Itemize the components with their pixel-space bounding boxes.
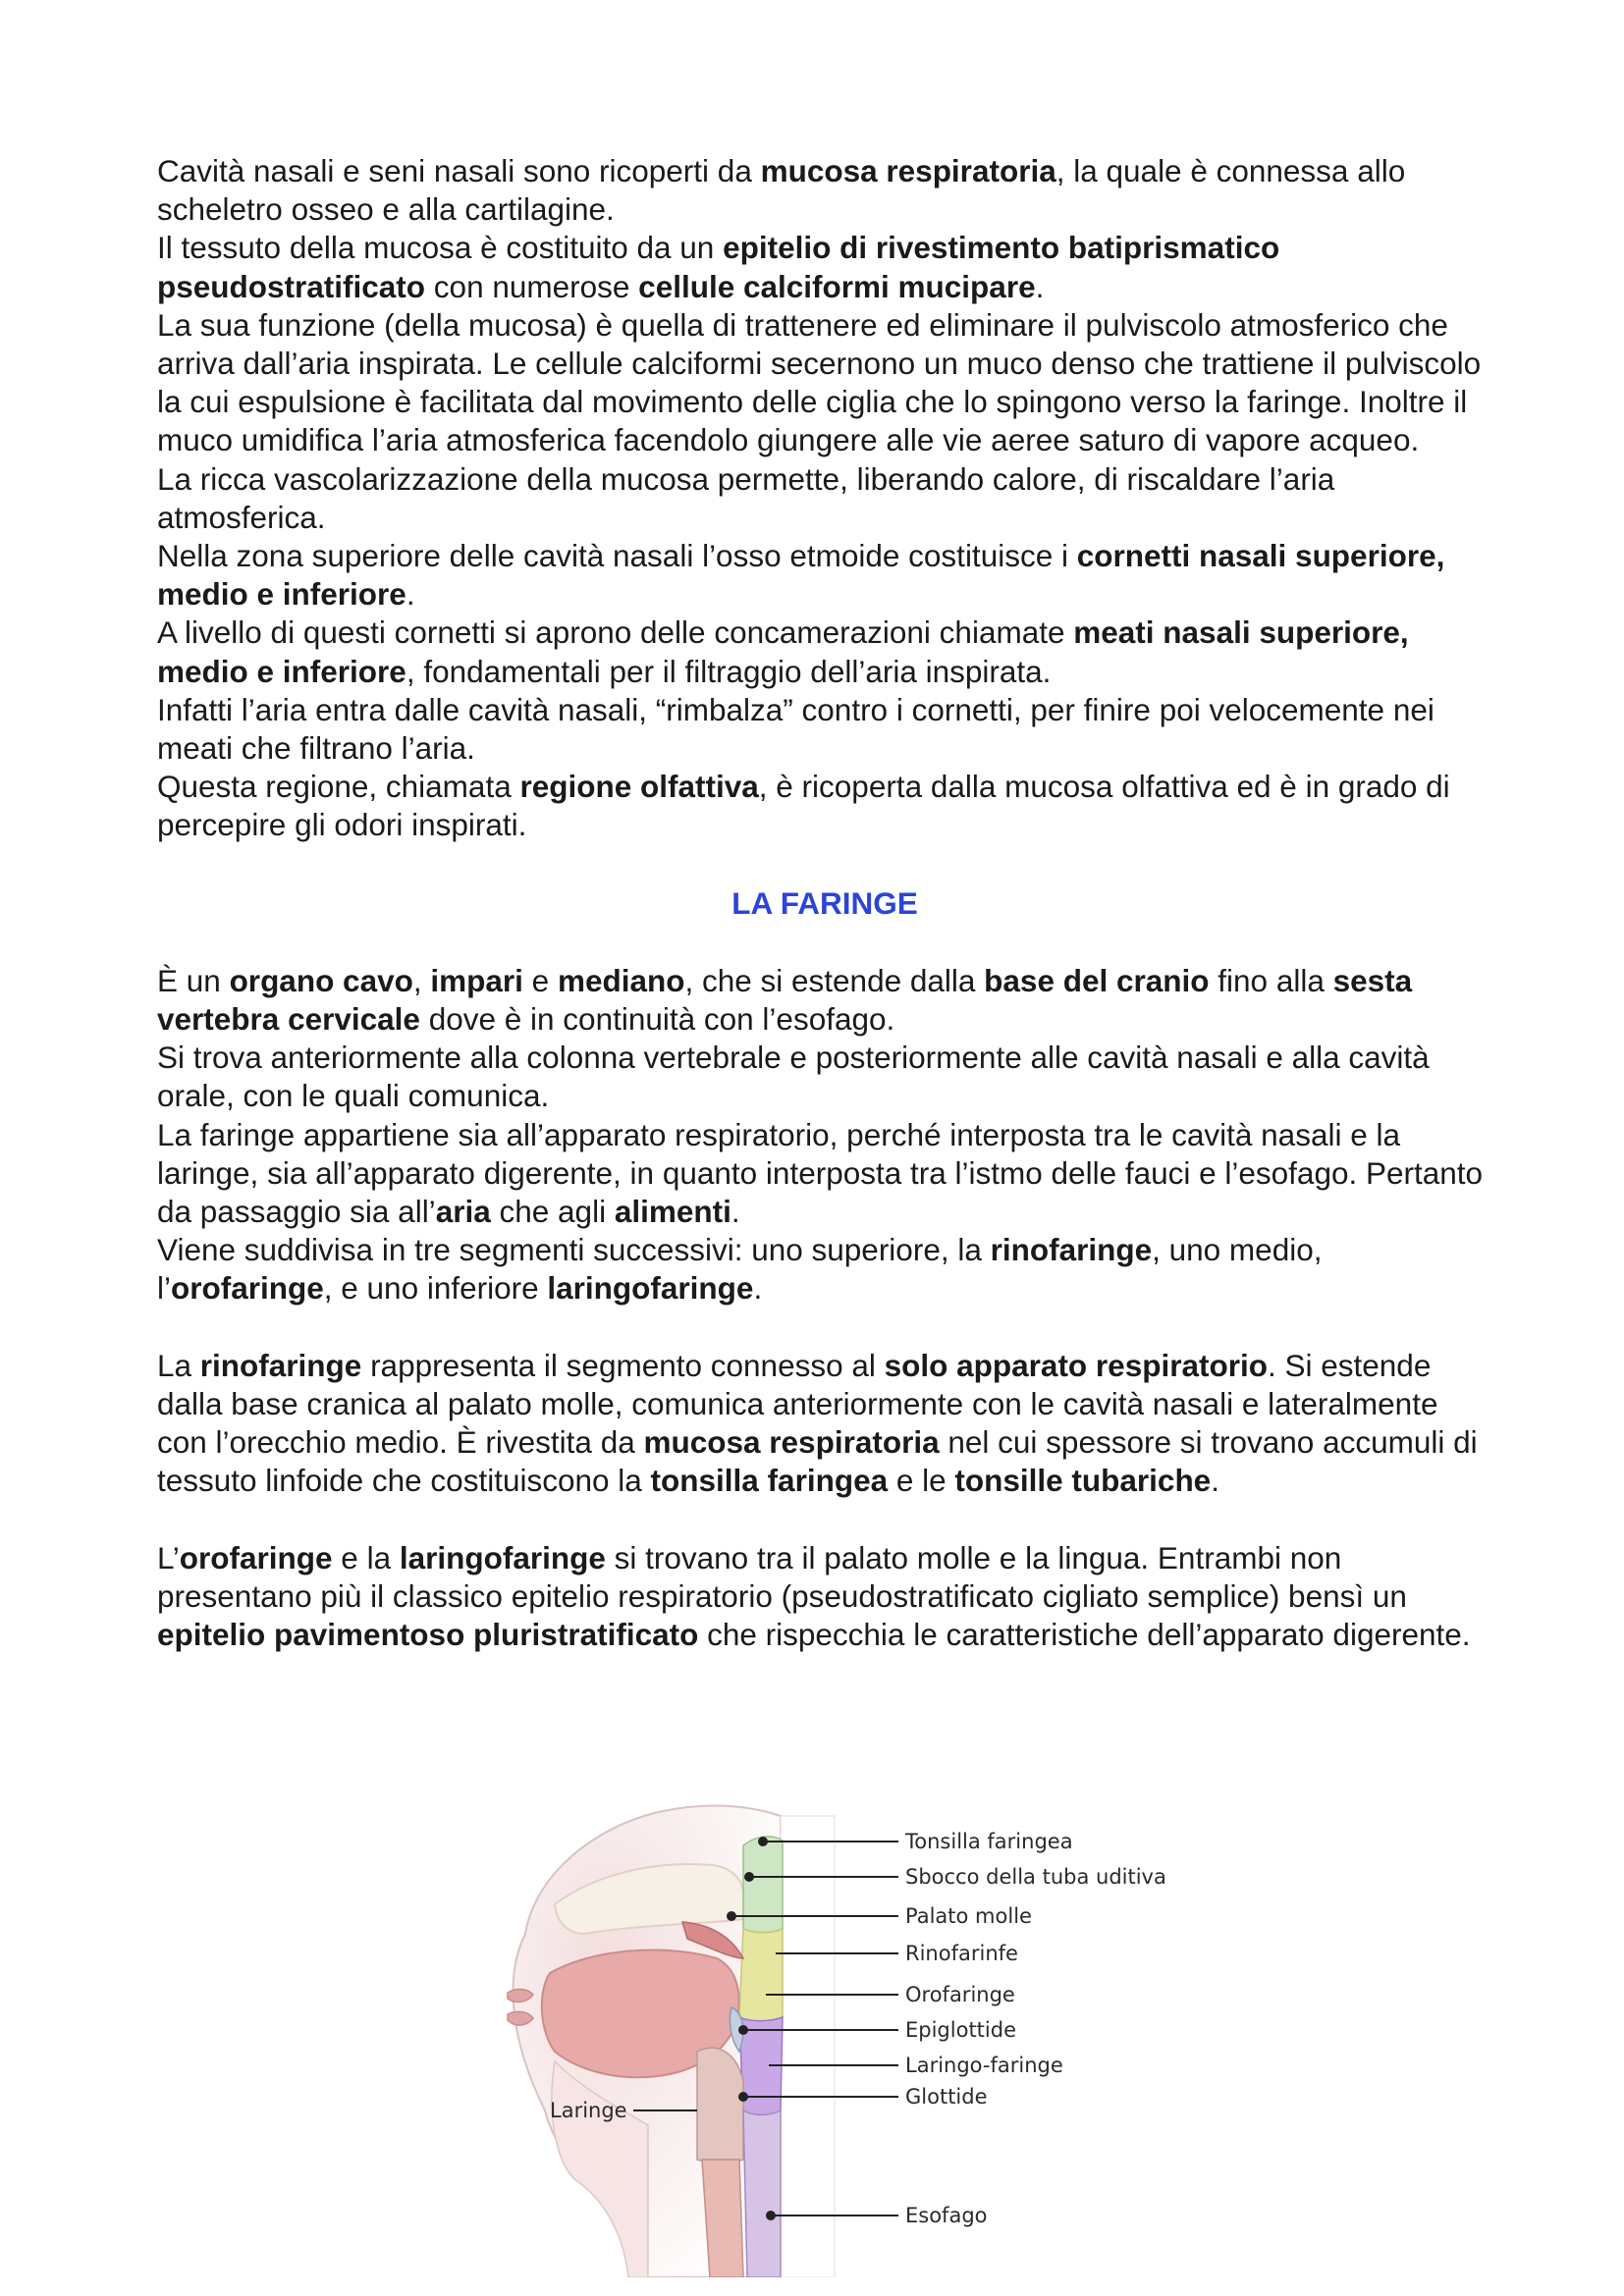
bold-term: orofaringe <box>171 1270 324 1307</box>
text-run: . <box>1211 1463 1219 1499</box>
paragraph <box>157 1116 1492 1232</box>
dot-palato-molle <box>728 1912 735 1920</box>
paragraph <box>157 306 1492 460</box>
bold-term: laringofaringe <box>399 1539 606 1575</box>
bold-term: alimenti <box>614 1194 731 1230</box>
document-page <box>157 152 1492 1654</box>
text-run: L’ <box>157 1539 180 1575</box>
paragraph <box>157 1231 1492 1308</box>
label-laringo-faringe: Laringo-faringe <box>905 2054 1063 2077</box>
nasopharynx-region <box>743 1837 783 1933</box>
label-esofago: Esofago <box>905 2204 988 2227</box>
text-run: e <box>522 962 558 998</box>
text-run: con numerose <box>425 268 639 304</box>
paragraph <box>157 691 1492 768</box>
section-title-faringe: LA FARINGE <box>731 884 918 921</box>
trachea <box>702 2160 743 2277</box>
bold-term: mediano <box>557 962 685 998</box>
pharynx-anatomy-figure <box>486 1787 1193 2277</box>
text-run: fino alla <box>1209 962 1333 998</box>
bold-term: laringofaringe <box>547 1270 754 1307</box>
text-run: Infatti l’aria entra dalle cavità nasali, “rimbalza” contro i cornetti, per finire poi velocemente nei meati che filtrano l’aria. <box>157 691 1435 767</box>
bold-term: rinofaringe <box>990 1232 1153 1268</box>
text-run: , <box>412 962 431 998</box>
bold-term: solo apparato respiratorio <box>884 1347 1268 1383</box>
text-run: . <box>406 576 415 613</box>
paragraph <box>157 768 1492 844</box>
bold-term: aria <box>435 1194 491 1230</box>
text-run: che rispecchia le caratteristiche dell’apparato digerente. <box>698 1617 1471 1653</box>
larynx <box>697 2048 743 2163</box>
intro-section <box>157 152 1492 845</box>
text-run: A livello di questi cornetti si aprono delle concamerazioni chiamate <box>157 614 1074 651</box>
bold-term: meati nasali superiore, medio e inferiore <box>157 614 1409 689</box>
dot-sbocco-tuba <box>745 1873 753 1881</box>
text-run: La ricca vascolarizzazione della mucosa permette, liberando calore, di riscaldare l’aria atmosferica. <box>157 460 1335 535</box>
text-run: . <box>731 1194 740 1230</box>
dot-tonsilla-faringea <box>759 1838 767 1845</box>
bold-term: mucosa respiratoria <box>643 1424 940 1461</box>
paragraph <box>157 1539 1492 1655</box>
label-rinofarinfe: Rinofarinfe <box>905 1942 1018 1965</box>
text-run: . <box>1035 268 1045 304</box>
label-orofaringe: Orofaringe <box>905 1983 1015 2006</box>
paragraph <box>157 614 1492 690</box>
text-run: , la quale è connessa allo scheletro osseo e alla cartilagine. <box>157 153 1406 228</box>
esophagus <box>743 2110 781 2277</box>
paragraph <box>157 1039 1492 1115</box>
text-run: , è ricoperta dalla mucosa olfattiva ed è in grado di percepire gli odori inspirati. <box>157 769 1450 843</box>
text-run: . Si estende dalla base cranica al palato molle, comunica anteriormente con le cavità nasali e lateralmente con l’orecchio medio. È rivestita da <box>157 1347 1438 1461</box>
text-run: , uno medio, l’ <box>157 1232 1323 1307</box>
label-sbocco-tuba-uditiva: Sbocco della tuba uditiva <box>905 1865 1166 1889</box>
text-run: . <box>753 1270 763 1307</box>
label-palato-molle: Palato molle <box>905 1904 1032 1928</box>
text-run: e la <box>332 1539 400 1575</box>
dot-esofago <box>767 2212 775 2219</box>
bold-term: orofaringe <box>179 1539 333 1575</box>
text-run: e le <box>888 1463 955 1499</box>
bold-term: mucosa respiratoria <box>760 153 1056 188</box>
bold-term: impari <box>430 962 523 998</box>
bold-term: tonsille tubariche <box>954 1463 1212 1499</box>
blank-line <box>157 1308 1492 1347</box>
label-glottide: Glottide <box>905 2085 988 2109</box>
text-run: La faringe appartiene sia all’apparato respiratorio, perché interposta tra le cavità nasali e la laringe, sia all’apparato digerente, in quanto interposta tra l’istmo delle fauci e l’esofago. Pertanto da passaggio sia all’ <box>157 1116 1484 1230</box>
text-run: , fondamentali per il filtraggio dell’aria inspirata. <box>406 653 1052 689</box>
text-run: Questa regione, chiamata <box>157 769 520 805</box>
oropharynx-region <box>739 1929 783 2021</box>
pharynx-diagram <box>486 1787 1193 2277</box>
bold-term: regione olfattiva <box>519 769 759 805</box>
text-run: Viene suddivisa in tre segmenti successivi: uno superiore, la <box>157 1232 991 1268</box>
dot-epiglottide <box>739 2026 747 2034</box>
text-run: La sua funzione (della mucosa) è quella di trattenere ed eliminare il pulviscolo atmosferico che arriva dall’aria inspirata. Le cellule calciformi secernono un muco denso che trattiene il pulviscolo la cui espulsione è facilitata dal movimento delle ciglia che lo spingono verso la faringe. Inoltre il muco umidifica l’aria atmosferica facendolo giungere alle vie aeree saturo di vapore acqueo. <box>157 306 1482 458</box>
bold-term: epitelio di rivestimento batiprismatico pseudostratificato <box>157 230 1280 304</box>
text-run: Si trova anteriormente alla colonna vertebrale e posteriormente alle cavità nasali e alla cavità orale, con le quali comunica. <box>157 1040 1430 1114</box>
text-run: Cavità nasali e seni nasali sono ricoperti da <box>157 153 761 188</box>
blank-line <box>157 1501 1492 1539</box>
bold-term: cellule calciformi mucipare <box>638 268 1036 304</box>
text-run: Il tessuto della mucosa è costituito da un <box>157 230 724 266</box>
paragraph <box>157 229 1492 305</box>
bold-term: base del cranio <box>984 962 1210 998</box>
text-run: rappresenta il segmento connesso al <box>361 1347 885 1383</box>
bold-term: cornetti nasali superiore, medio e inferiore <box>157 538 1445 613</box>
text-run: che agli <box>490 1194 615 1230</box>
paragraph <box>157 537 1492 614</box>
bold-term: sesta vertebra cervicale <box>157 962 1413 1038</box>
text-run: È un <box>157 962 230 998</box>
text-run: nel cui spessore si trovano accumuli di tessuto linfoide che costituiscono la <box>157 1424 1478 1499</box>
dot-glottide <box>739 2093 747 2101</box>
paragraph <box>157 962 1492 1039</box>
text-run: dove è in continuità con l’esofago. <box>419 1001 895 1038</box>
vertebral-column <box>781 1816 835 2277</box>
text-run: , e uno inferiore <box>323 1270 548 1307</box>
bold-term: epitelio pavimentoso pluristratificato <box>157 1617 699 1653</box>
label-tonsilla-faringea: Tonsilla faringea <box>905 1830 1073 1853</box>
paragraph <box>157 1347 1492 1501</box>
text-run: La <box>157 1347 200 1383</box>
faringe-section <box>157 962 1492 1655</box>
paragraph <box>157 460 1492 537</box>
bold-term: tonsilla faringea <box>650 1463 889 1499</box>
text-run: , che si estende dalla <box>684 962 985 998</box>
text-run: si trovano tra il palato molle e la lingua. Entrambi non presentano più il classico epitelio respiratorio (pseudostratificato cigliato semplice) bensì un <box>157 1539 1407 1615</box>
bold-term: organo cavo <box>229 962 413 998</box>
bold-term: rinofaringe <box>199 1347 362 1383</box>
text-run: Nella zona superiore delle cavità nasali l’osso etmoide costituisce i <box>157 538 1077 574</box>
label-laringe: Laringe <box>550 2099 627 2122</box>
paragraph <box>157 152 1492 229</box>
label-epiglottide: Epiglottide <box>905 2018 1016 2042</box>
